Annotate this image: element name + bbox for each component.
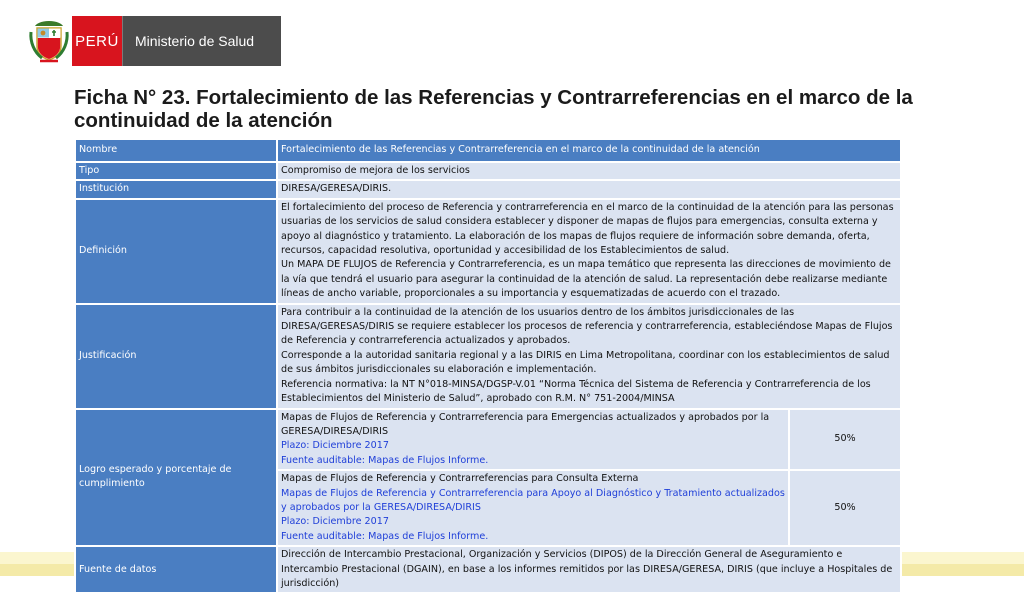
table-row bbox=[75, 304, 901, 409]
justificacion-paragraph-2: Corresponde a la autoridad sanitaria regional y a las DIRIS en Lima Metropolitana, coordinar con los establecimientos de salud de sus ámbitos jurisdiccionales su elaboración e implementación. bbox=[281, 349, 890, 376]
label-nombre: Nombre bbox=[75, 139, 277, 162]
logro-item-2-text-2: Mapas de Flujos de Referencia y Contrarreferencia para Apoyo al Diagnóstico y Tratamiento actualizados y aprobados por la GERESA/DIRESA/DIRIS bbox=[281, 487, 785, 513]
value-tipo: Compromiso de mejora de los servicios bbox=[277, 162, 901, 180]
ministry-brand bbox=[72, 16, 281, 66]
label-fuente: Fuente de datos bbox=[75, 546, 277, 593]
table-row bbox=[75, 409, 901, 471]
peru-coat-of-arms-logo bbox=[28, 18, 70, 66]
definicion-paragraph-2: Un MAPA DE FLUJOS de Referencia y Contrarreferencia, es un mapa temático que representa las direcciones de movimiento de la vía que tendrá el usuario para asegurar la continuidad de la atención de salud. La representación debe realizarse mediante líneas de ancho variable, proporcionales a su importancia y esquematizadas de acuerdo con el trazado. bbox=[281, 259, 891, 300]
logro-item-1-plazo: Plazo: Diciembre 2017 bbox=[281, 440, 389, 452]
ficha-table bbox=[74, 138, 902, 594]
label-logro: Logro esperado y porcentaje de cumplimiento bbox=[75, 409, 277, 547]
logro-item-1-fuente: Fuente auditable: Mapas de Flujos Informe. bbox=[281, 454, 489, 466]
page-title: Ficha N° 23. Fortalecimiento de las Referencias y Contrarreferencias en el marco de la continuidad de la atención bbox=[74, 86, 913, 132]
logro-item-2-plazo: Plazo: Diciembre 2017 bbox=[281, 516, 389, 528]
table-row bbox=[75, 139, 901, 162]
logro-item-2 bbox=[277, 470, 789, 546]
definicion-paragraph-1: El fortalecimiento del proceso de Referencia y contrarreferencia en el marco de la continuidad de la atención para las personas usuarias de los servicios de salud considera establecer y disponer de mapas de flujos para emergencias, consulta externa y apoyo al diagnóstico y tratamiento. La elaboración de los mapas de flujos requiere de información sobre demanda, oferta, recursos, capacidad resolutiva, oportunidad y accesibilidad de los Establecimientos de salud. bbox=[281, 201, 894, 257]
logro-item-1 bbox=[277, 409, 789, 471]
logro-item-2-text: Mapas de Flujos de Referencia y Contrarreferencias para Consulta Externa bbox=[281, 473, 639, 485]
table-row bbox=[75, 162, 901, 180]
logro-item-1-percent: 50% bbox=[789, 409, 901, 471]
value-institucion: DIRESA/GERESA/DIRIS. bbox=[277, 180, 901, 198]
logro-item-2-percent: 50% bbox=[789, 470, 901, 546]
logro-item-1-text: Mapas de Flujos de Referencia y Contrarreferencia para Emergencias actualizados y aprobados por la GERESA/DIRESA/DIRIS bbox=[281, 411, 770, 437]
brand-peru: PERÚ bbox=[72, 16, 122, 66]
value-nombre: Fortalecimiento de las Referencias y Contrarreferencia en el marco de la continuidad de la atención bbox=[277, 139, 901, 162]
label-justificacion: Justificación bbox=[75, 304, 277, 409]
label-tipo: Tipo bbox=[75, 162, 277, 180]
table-row bbox=[75, 546, 901, 593]
justificacion-paragraph-3: Referencia normativa: la NT N°018-MINSA/DGSP-V.01 “Norma Técnica del Sistema de Referencia y Contrarreferencia de los Establecimientos del Ministerio de Salud”, aprobado con R.M. N° 751-2004/MINSA bbox=[281, 378, 871, 405]
justificacion-paragraph-1: Para contribuir a la continuidad de la atención de los usuarios dentro de los ámbitos jurisdiccionales de las DIRESA/GERESAS/DIRIS se requiere establecer los procesos de referencia y contrarreferencia, estableciéndose Mapas de Flujos de Referencia y contrarreferencia actualizados y aprobados. bbox=[281, 306, 893, 347]
label-institucion: Institución bbox=[75, 180, 277, 198]
value-definicion bbox=[277, 199, 901, 304]
logro-item-2-fuente: Fuente auditable: Mapas de Flujos Informe. bbox=[281, 530, 489, 542]
brand-ministry: Ministerio de Salud bbox=[122, 16, 281, 66]
value-justificacion bbox=[277, 304, 901, 409]
label-definicion: Definición bbox=[75, 199, 277, 304]
value-fuente: Dirección de Intercambio Prestacional, Organización y Servicios (DIPOS) de la Dirección General de Aseguramiento e Intercambio Prestacional (DGAIN), en base a los informes remitidos por las DIRESA/GERESA, DIRIS (que incluye a Hospitales de jurisdicción) bbox=[277, 546, 901, 593]
table-row bbox=[75, 180, 901, 198]
table-row bbox=[75, 199, 901, 304]
